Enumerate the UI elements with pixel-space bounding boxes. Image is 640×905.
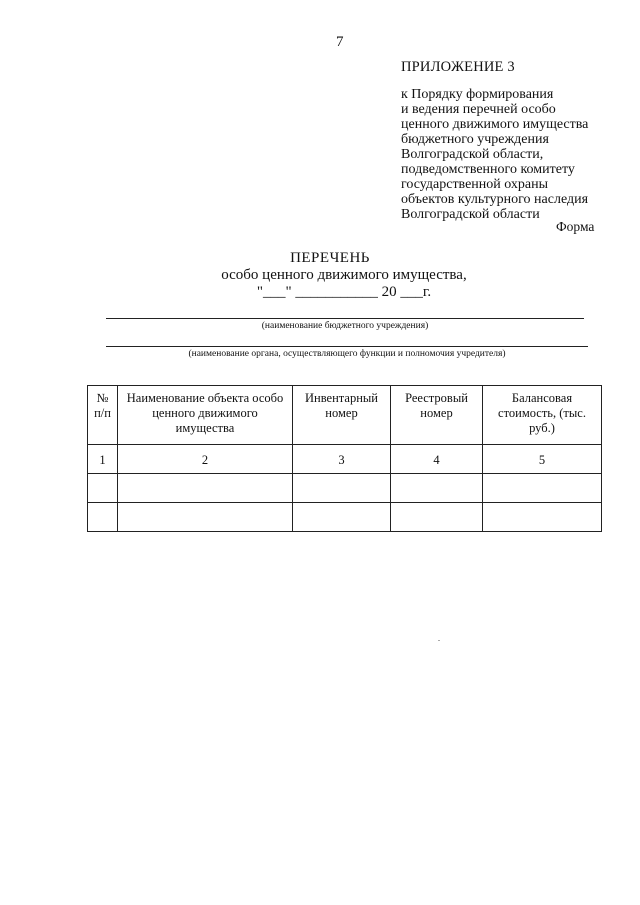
- institution-caption: (наименование бюджетного учреждения): [261, 321, 429, 331]
- table-cell: [483, 503, 602, 532]
- authority-name-line: [106, 346, 588, 347]
- appendix-line: Волгоградской области: [401, 207, 540, 222]
- table-cell: [391, 474, 483, 503]
- scan-speck: [438, 640, 440, 641]
- header-object-name: Наименование объекта особо ценного движимого имущества: [118, 386, 293, 445]
- appendix-block: [401, 60, 631, 222]
- form-label: Форма: [556, 219, 595, 234]
- appendix-line: и ведения перечней особо: [401, 102, 556, 117]
- page-number: 7: [336, 34, 344, 50]
- column-number-row: [88, 445, 602, 474]
- column-number: 1: [88, 445, 118, 474]
- table-cell: [391, 503, 483, 532]
- table-cell: [88, 474, 118, 503]
- table-cell: [118, 474, 293, 503]
- appendix-line: бюджетного учреждения: [401, 132, 549, 147]
- column-number: 3: [293, 445, 391, 474]
- header-inventory-number: Инвентарный номер: [293, 386, 391, 445]
- document-title: [0, 250, 640, 301]
- appendix-title: ПРИЛОЖЕНИЕ 3: [401, 59, 515, 75]
- register-table: [87, 385, 602, 532]
- appendix-line: ценного движимого имущества: [401, 117, 589, 132]
- table-cell: [88, 503, 118, 532]
- table-row: [88, 503, 602, 532]
- header-registry-number: Реестровый номер: [391, 386, 483, 445]
- appendix-reference: [401, 87, 631, 222]
- title-date-line: "___" ___________ 20 ___г.: [256, 284, 432, 300]
- table-row: [88, 474, 602, 503]
- header-number: № п/п: [88, 386, 118, 445]
- column-number: 4: [391, 445, 483, 474]
- table-cell: [293, 474, 391, 503]
- column-number: 5: [483, 445, 602, 474]
- column-number: 2: [118, 445, 293, 474]
- table-header-row: [88, 386, 602, 445]
- appendix-line: государственной охраны: [401, 177, 549, 192]
- table-cell: [118, 503, 293, 532]
- table-cell: [293, 503, 391, 532]
- appendix-line: объектов культурного наследия: [401, 192, 589, 207]
- appendix-line: подведомственного комитету: [401, 162, 575, 177]
- table-cell: [483, 474, 602, 503]
- title-heading: ПЕРЕЧЕНЬ: [290, 250, 370, 266]
- authority-caption: (наименование органа, осуществляющего функции и полномочия учредителя): [188, 349, 506, 359]
- appendix-line: к Порядку формирования: [401, 87, 554, 102]
- title-subheading: особо ценного движимого имущества,: [221, 267, 467, 283]
- institution-name-line: [106, 318, 584, 319]
- header-balance-value: Балансовая стоимость, (тыс. руб.): [483, 386, 602, 445]
- register-table-wrapper: [87, 385, 601, 532]
- appendix-line: Волгоградской области,: [401, 147, 544, 162]
